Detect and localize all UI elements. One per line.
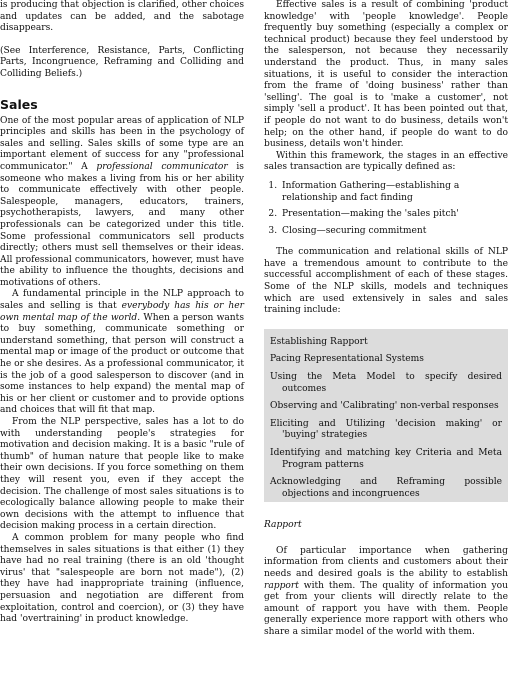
rapport-subheading: Rapport xyxy=(264,519,302,530)
sales-heading: Sales xyxy=(0,96,38,112)
list-item: Pacing Representational Systems xyxy=(270,354,424,365)
rapport-paragraph: Of particular importance when gathering information from clients and customers about their needs and desired goals is the ability to establish rapport with them. The quality of information you get from your clients will directly relate to the amount of rapport you have with them. People generally experience more rapport with others who share a similar model of the world with them. xyxy=(264,545,508,637)
right-column xyxy=(264,0,508,639)
skills-box xyxy=(264,329,508,502)
list-item: Eliciting and Utilizing 'decision making' or 'buying' strategies xyxy=(270,418,502,441)
list-item: Identifying and matching key Criteria and Meta Program patterns xyxy=(270,448,502,470)
sales-paragraph-3: From the NLP perspective, sales has a lot to do with understanding people's strategies for motivation and decision making. It is a basic "rule of thumb" of human nature that people like to make their own decisions. If you force something on them they will resent you, even if they accept the decision. The challenge of most sales situations is to ecologically balance allowing people to make their own decisions with the attempt to influence that decision making process in a certain direction. xyxy=(0,417,244,532)
list-item: Establishing Rapport xyxy=(270,336,368,347)
emphasis-mental-map: everybody has his or her own mental map of the world. xyxy=(0,301,244,323)
nlp-skills-paragraph: The communication and relational skills of NLP have a tremendous amount to contribute to the successful accomplishment of each of these stages. Some of the NLP skills, models and techniques which are used extensively in sales and sales training include: xyxy=(264,247,508,316)
list-item: 3. Closing—securing commitment xyxy=(280,226,508,238)
framework-paragraph: Within this framework, the stages in an effective sales transaction are typically defined as: xyxy=(264,150,508,173)
effective-sales-paragraph: Effective sales is a result of combining 'product knowledge' with 'people knowledge'. People frequently buy something (especially a complex or technical product) because they feel understood by the salesperson, not because they necessarily understand the product. Thus, in many sales situations, it is useful to consider the interaction from the frame of 'doing business' rather than 'selling'. The goal is to 'make a customer', not simply 'sell a product'. It has been pointed out that, if people do not want to do business, details won't help; on the other hand, if people do want to do business, details won't hinder. xyxy=(264,0,508,150)
list-item: Using the Meta Model to specify desired outcomes xyxy=(270,372,502,394)
list-item: 2. Presentation—making the 'sales pitch' xyxy=(280,209,508,221)
sales-paragraph-1: One of the most popular areas of application of NLP principles and skills has been in the psychology of sales and selling. Sales skills of some type are an important element of success for any "professional communicator." A professional communicator is someone who makes a living from his or her ability to communicate effectively with other people. Salespeople, managers, educators, trainers, psychotherapists, lawyers, and many other professionals can be categorized under this title. Some professional communicators sell products directly; others must sell themselves or their ideas. All professional communicators, however, must have the ability to influence the thoughts, decisions and motivations of others. xyxy=(0,115,244,288)
sales-stages-list xyxy=(264,181,508,237)
see-also-paragraph: (See Interference, Resistance, Parts, Conflicting Parts, Incongruence, Reframing and Colliding and Colliding Beliefs.) xyxy=(0,45,244,79)
sales-paragraph-2: A fundamental principle in the NLP approach to sales and selling is that everybody has his or her own mental map of the world. When a person wants to buy something, communicate something or understand something, that person will construct a mental map or image of the product or outcome that he or she desires. As a professional communicator, it is the job of a good salesperson to discover (and in some instances to help expand) the mental map of his or her client or customer and to provide options and choices that will fit that map. xyxy=(0,289,244,416)
list-item: 1. Information Gathering—establishing a relationship and fact finding xyxy=(280,181,508,204)
left-column xyxy=(0,0,244,626)
list-item: Observing and 'Calibrating' non-verbal responses xyxy=(270,401,499,412)
emphasis-professional-communicator: professional communicator xyxy=(96,161,228,172)
intro-paragraph: is producing that objection is clarified, other choices and updates can be added, and the sabotage disappears. xyxy=(0,0,244,34)
list-item: Acknowledging and Reframing possible objections and incongruences xyxy=(270,477,502,499)
emphasis-rapport: rapport xyxy=(264,580,299,591)
sales-paragraph-4: A common problem for many people who find themselves in sales situations is that either (1) they have had no real training (there is an old 'thought virus' that "salespeople are born not made"), (2) they have had inappropriate training (influence, persuasion and negotiation are different from exploitation, control and coercion), or (3) they have had 'overtraining' in product knowledge. xyxy=(0,532,244,625)
